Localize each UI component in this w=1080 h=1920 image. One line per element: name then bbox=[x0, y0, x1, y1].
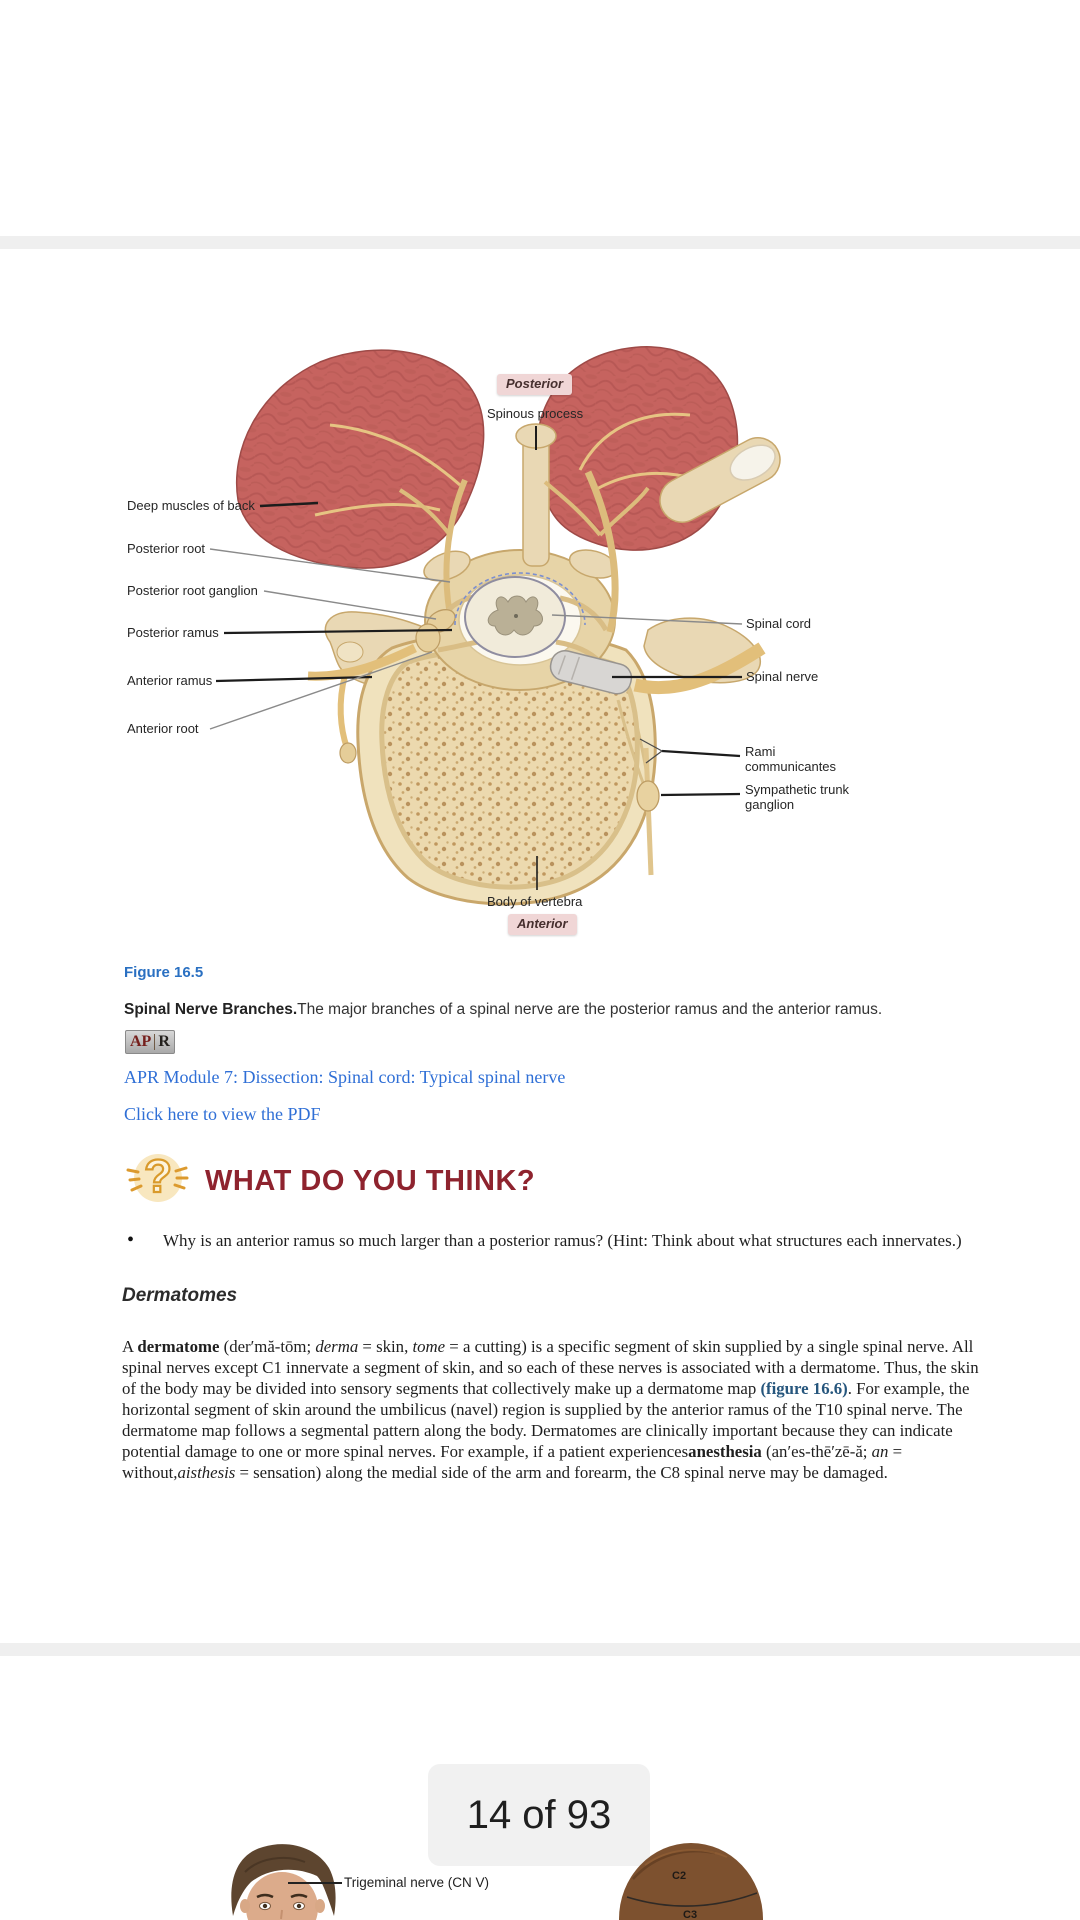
anterior-direction-badge: Anterior bbox=[508, 914, 577, 935]
figure-label-spinous-process: Spinous process bbox=[487, 406, 584, 421]
posterior-direction-badge: Posterior bbox=[497, 374, 572, 395]
dermatomes-heading: Dermatomes bbox=[122, 1285, 238, 1306]
figure-label-spinal-cord: Spinal cord bbox=[746, 616, 812, 631]
svg-text:?: ? bbox=[143, 1150, 173, 1202]
page-separator-top bbox=[0, 236, 1080, 249]
view-pdf-link[interactable]: Click here to view the PDF bbox=[124, 1104, 321, 1124]
c2-label: C2 bbox=[672, 1870, 687, 1882]
apr-module-link[interactable]: APR Module 7: Dissection: Spinal cord: Typical spinal nerve bbox=[124, 1067, 566, 1087]
dermatomes-paragraph: A dermatome (der′mă-tōm; derma = skin, tome = a cutting) is a specific segment of skin supplied by a single spinal nerve. All spinal nerves except C1 innervate a segment of skin, and so each of these nerves is associated with a dermatome. Thus, the skin of the body may be divided into sensory segments that collectively make up a dermatome map (figure 16.6). For example, the horizontal segment of skin around the umbilicus (navel) region is supplied by the anterior ramus of the T10 spinal nerve. The dermatome map follows a segmental pattern along the body. Dermatomes are clinically important because they can indicate potential damage to one or more spinal nerves. For example, if a patient experiencesanesthesia (an′es-thē′zē-ă; an = without,aisthesis = sensation) along the medial side of the arm and forearm, the C8 spinal nerve may be damaged. bbox=[122, 1336, 979, 1482]
caption-text: The major branches of a spinal nerve are the posterior ramus and the anterior ramus. bbox=[297, 1001, 883, 1018]
spinal-nerve-illustration bbox=[0, 330, 1080, 955]
trigeminal-leader-line bbox=[288, 1882, 342, 1884]
figure-16-5 bbox=[0, 330, 1080, 955]
figure-number: Figure 16.5 bbox=[124, 964, 204, 981]
figure-label-posterior-root-ganglion: Posterior root ganglion bbox=[127, 583, 258, 598]
think-question: Why is an anterior ramus so much larger than a posterior ramus? (Hint: Think about what structures each innervates.) bbox=[163, 1231, 962, 1250]
figure-label-sympathetic-trunk-ganglion: Sympathetic trunk ganglion bbox=[745, 782, 850, 812]
trigeminal-nerve-label: Trigeminal nerve (CN V) bbox=[344, 1875, 490, 1890]
muscle-masses bbox=[237, 347, 738, 568]
figure-label-body-of-vertebra: Body of vertebra bbox=[487, 894, 583, 909]
page-separator-bottom bbox=[0, 1643, 1080, 1656]
what-do-you-think-heading: WHAT DO YOU THINK? bbox=[205, 1165, 536, 1197]
apr-badge-divider bbox=[154, 1034, 155, 1050]
figure-label-anterior-root: Anterior root bbox=[127, 721, 199, 736]
caption-title: Spinal Nerve Branches. bbox=[124, 1001, 298, 1018]
figure-label-rami-communicantes: Rami communicantes bbox=[745, 744, 837, 774]
figure-label-posterior-ramus: Posterior ramus bbox=[127, 625, 219, 640]
apr-badge-ap: AP bbox=[130, 1033, 152, 1050]
page-indicator: 14 of 93 bbox=[428, 1764, 650, 1866]
bullet-marker: • bbox=[127, 1229, 135, 1251]
head-back-dermatome-illustration bbox=[615, 1839, 771, 1920]
apr-badge[interactable] bbox=[125, 1030, 175, 1054]
boy-face-illustration bbox=[225, 1842, 343, 1920]
figure-16-6-reference[interactable]: (figure 16.6) bbox=[760, 1378, 848, 1398]
c3-label: C3 bbox=[683, 1909, 698, 1920]
figure-label-deep-muscles: Deep muscles of back bbox=[127, 498, 255, 513]
figure-caption bbox=[124, 996, 902, 1054]
apr-badge-r: R bbox=[158, 1033, 170, 1050]
figure-label-spinal-nerve: Spinal nerve bbox=[746, 669, 819, 684]
figure-label-anterior-ramus: Anterior ramus bbox=[127, 673, 213, 688]
figure-label-posterior-root: Posterior root bbox=[127, 541, 206, 556]
question-mark-icon bbox=[124, 1144, 190, 1212]
